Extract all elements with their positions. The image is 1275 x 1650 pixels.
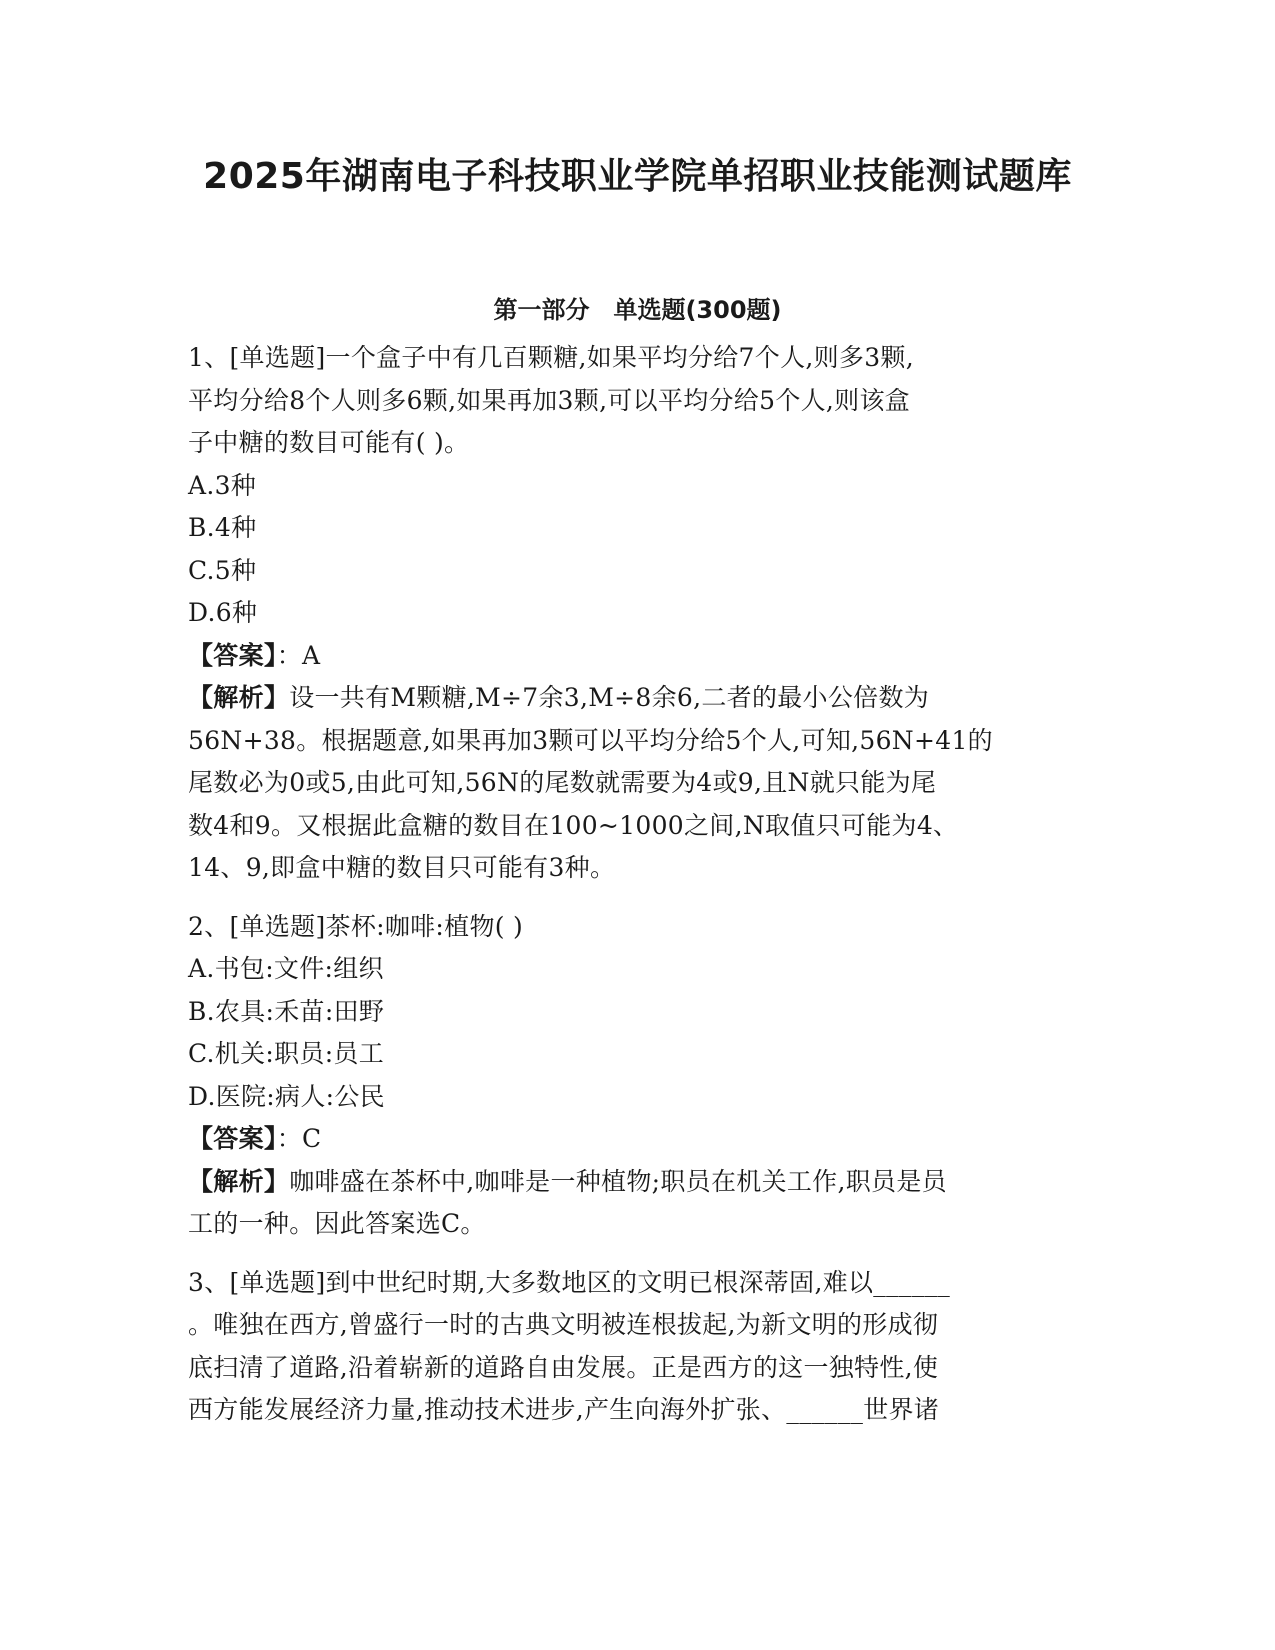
analysis-text: 咖啡盛在茶杯中,咖啡是一种植物;职员在机关工作,职员是员 xyxy=(289,1166,947,1196)
analysis-line: 14、9,即盒中糖的数目只可能有3种。 xyxy=(188,853,616,882)
analysis-label: 【解析】 xyxy=(188,683,290,712)
analysis-line: 56N+38。根据题意,如果再加3颗可以平均分给5个人,可知,56N+41的 xyxy=(188,725,993,755)
question-stem-line: 平均分给8个人则多6颗,如果再加3颗,可以平均分给5个人,则该盒 xyxy=(188,385,911,415)
option-b: B.农具:禾苗:田野 xyxy=(188,996,385,1026)
answer-value: ：A xyxy=(276,640,321,670)
option-d: D.6种 xyxy=(188,598,258,627)
answer-label: 【答案】 xyxy=(188,1124,277,1153)
question-stem-line: 1、[单选题]一个盒子中有几百颗糖,如果平均分给7个人,则多3颗, xyxy=(188,343,914,372)
question-list xyxy=(188,337,1088,1448)
option-a: A.3种 xyxy=(188,470,257,500)
analysis-text: 设一共有M颗糖,M÷7余3,M÷8余6,二者的最小公倍数为 xyxy=(289,683,930,712)
analysis-line xyxy=(188,677,1088,720)
section-title: 第一部分 单选题(300题) xyxy=(493,296,782,324)
question-1 xyxy=(188,337,1088,890)
question-2 xyxy=(188,906,1088,1246)
analysis-label: 【解析】 xyxy=(188,1166,290,1196)
option-c: C.机关:职员:员工 xyxy=(188,1039,385,1068)
question-stem-line: 底扫清了道路,沿着崭新的道路自由发展。正是西方的这一独特性,使 xyxy=(188,1352,939,1382)
option-d: D.医院:病人:公民 xyxy=(188,1081,385,1111)
analysis-line: 尾数必为0或5,由此可知,56N的尾数就需要为4或9,且N就只能为尾 xyxy=(188,768,937,797)
document-title: 2025年湖南电子科技职业学院单招职业技能测试题库 xyxy=(203,156,1072,197)
analysis-line: 数4和9。又根据此盒糖的数目在100~1000之间,N取值只可能为4、 xyxy=(188,810,959,840)
question-stem-line: 。唯独在西方,曾盛行一时的古典文明被连根拔起,为新文明的形成彻 xyxy=(188,1310,939,1339)
question-3 xyxy=(188,1262,1088,1432)
analysis-line xyxy=(188,1161,1088,1204)
answer-label: 【答案】 xyxy=(188,640,277,670)
answer-value: ：C xyxy=(276,1124,322,1153)
question-stem-line: 西方能发展经济力量,推动技术进步,产生向海外扩张、______世界诸 xyxy=(188,1395,940,1424)
question-stem-line: 2、[单选题]茶杯:咖啡:植物( ) xyxy=(188,911,524,941)
question-stem-line: 3、[单选题]到中世纪时期,大多数地区的文明已根深蒂固,难以______ xyxy=(188,1267,951,1297)
analysis-line: 工的一种。因此答案选C。 xyxy=(188,1209,486,1238)
option-a: A.书包:文件:组织 xyxy=(188,954,384,983)
answer-line xyxy=(188,1118,1088,1161)
question-stem-line: 子中糖的数目可能有( )。 xyxy=(188,428,470,457)
option-c: C.5种 xyxy=(188,555,257,585)
option-b: B.4种 xyxy=(188,513,257,542)
answer-line xyxy=(188,635,1088,678)
